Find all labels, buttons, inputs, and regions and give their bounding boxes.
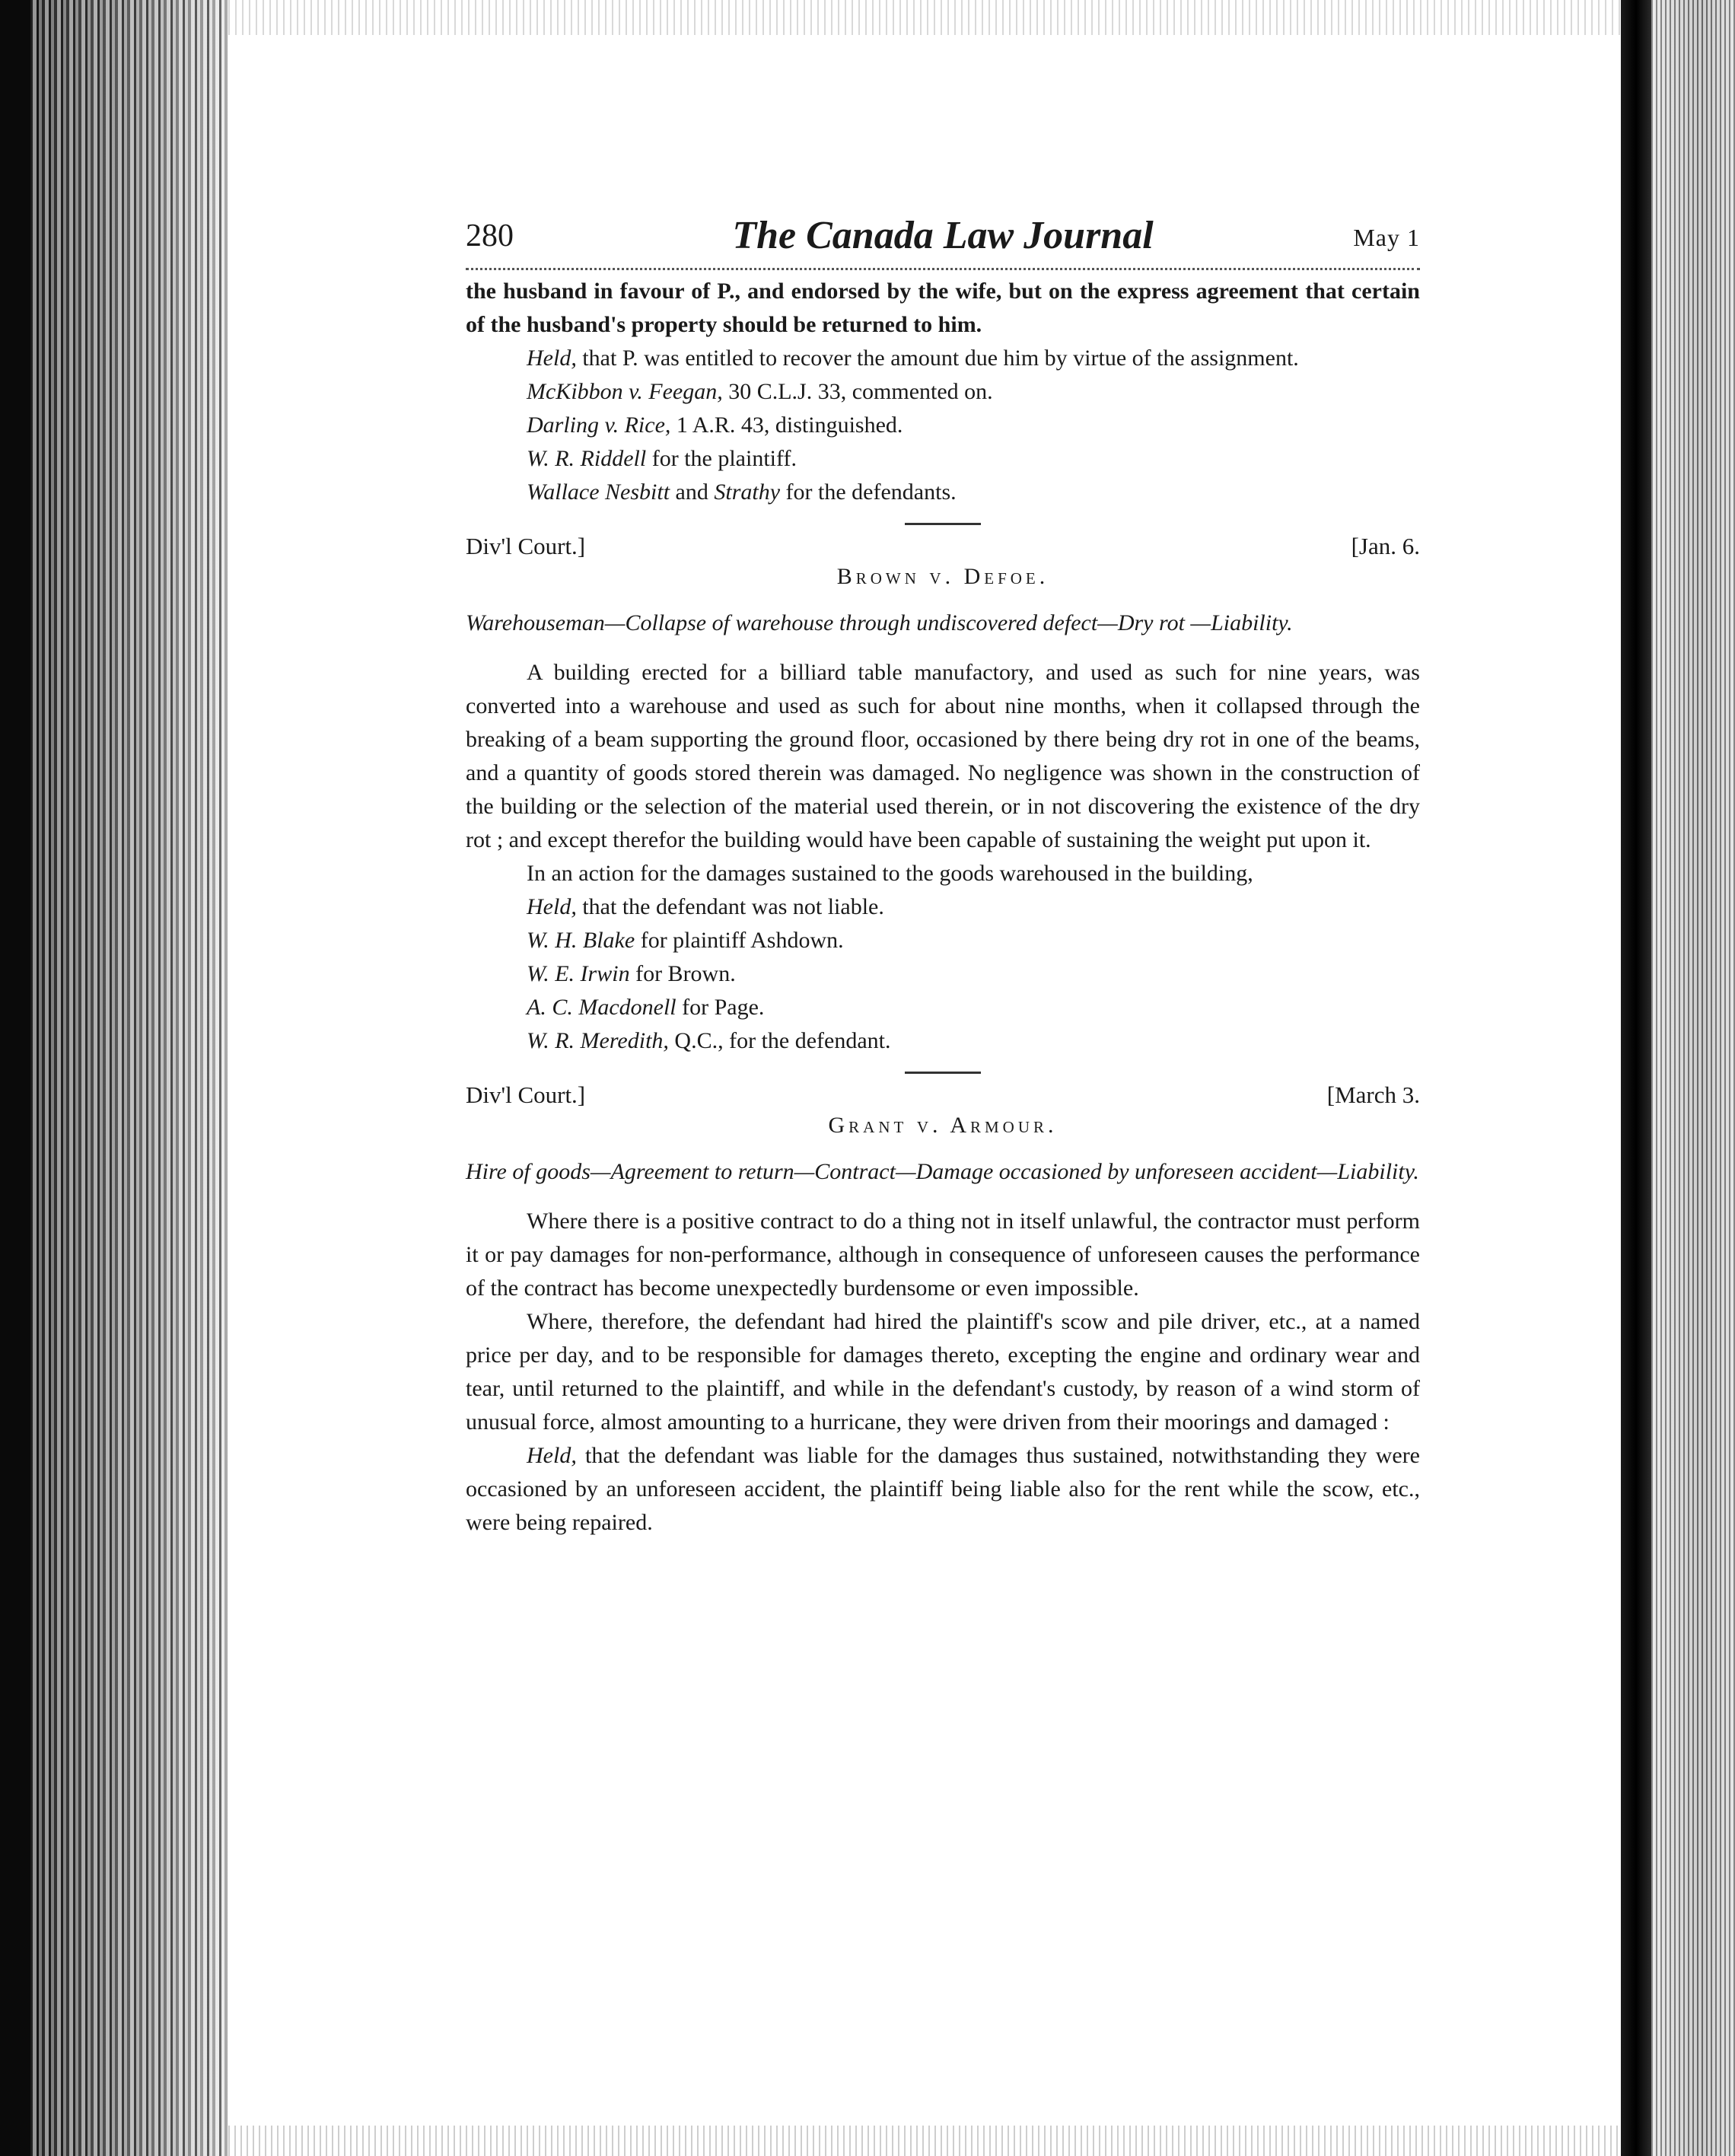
- counsel-role: for Brown.: [629, 961, 736, 986]
- counsel-line: [466, 957, 1420, 991]
- court-label: Div'l Court.]: [466, 533, 586, 559]
- scan-right-edge: [1651, 0, 1735, 2156]
- case-name: Darling v. Rice,: [527, 412, 671, 438]
- case-brown-v-defoe: [466, 533, 1420, 1058]
- case-date: [March 3.: [1326, 1081, 1420, 1108]
- facts-paragraph: Where, therefore, the defendant had hired the plaintiff's scow and pile driver, etc., at a named price per day, and to be responsible for damages thereto, excepting the engine and ordinary wear and tear, until returned to the plaintiff, and while in the defendant's custody, by reason of a wind storm of unusual force, almost amounting to a hurricane, they were driven from their moorings and damaged :: [466, 1309, 1420, 1435]
- case-title: Brown v. Defoe.: [836, 564, 1049, 589]
- citation: 1 A.R. 43, distinguished.: [670, 412, 903, 438]
- held-text: that P. was entitled to recover the amount due him by virtue of the assignment.: [576, 346, 1299, 371]
- citation: 30 C.L.J. 33, commented on.: [722, 379, 993, 404]
- held-paragraph: [466, 342, 1420, 375]
- held-paragraph: [466, 890, 1420, 924]
- court-date-row: [466, 533, 1420, 563]
- reference-line: [466, 375, 1420, 409]
- counsel-line: [466, 476, 1420, 509]
- scan-top-edge: [228, 0, 1621, 35]
- held-label: Held,: [527, 346, 577, 371]
- principle-paragraph: Where there is a positive contract to do a thing not in itself unlawful, the contractor must perform it or pay damages for non-performance, although in consequence of unforeseen causes the performance of the contract has become unexpectedly burdensome or even impossible.: [466, 1209, 1420, 1301]
- case-grant-v-armour: [466, 1081, 1420, 1540]
- section-divider: [905, 523, 981, 525]
- journal-page: [466, 213, 1420, 1540]
- counsel-role: Q.C., for the defendant.: [668, 1028, 891, 1053]
- counsel-line: [466, 991, 1420, 1024]
- scan-right-spine: [1621, 0, 1651, 2156]
- held-label: Held,: [527, 894, 577, 919]
- section-divider: [905, 1072, 981, 1074]
- case-date: [Jan. 6.: [1351, 533, 1420, 559]
- counsel-name: W. H. Blake: [527, 928, 635, 953]
- action-paragraph: In an action for the damages sustained to the goods warehoused in the building,: [527, 861, 1253, 886]
- scan-left-edge: [0, 0, 228, 2156]
- page-number: 280: [466, 218, 514, 253]
- case-headnote: Warehouseman—Collapse of warehouse through undiscovered defect—Dry rot —Liability.: [466, 610, 1293, 635]
- court-label: Div'l Court.]: [466, 1081, 586, 1108]
- counsel-name: W. R. Meredith,: [527, 1028, 669, 1053]
- issue-date: May 1: [1353, 224, 1420, 251]
- counsel-name: Strathy: [714, 479, 781, 505]
- conjunction: and: [670, 479, 715, 505]
- counsel-name: W. E. Irwin: [527, 961, 630, 986]
- held-text: that the defendant was liable for the damages thus sustained, notwithstanding they were occasioned by an unforeseen accident, the plaintiff being liable also for the rent while the scow, etc., were being repaired.: [466, 1443, 1420, 1535]
- counsel-role: for plaintiff Ashdown.: [635, 928, 844, 953]
- running-header: [466, 213, 1420, 270]
- counsel-line: [466, 924, 1420, 957]
- facts-paragraph: A building erected for a billiard table manufactory, and used as such for nine years, was converted into a warehouse and used as such for about nine months, when it collapsed through the breaking of a beam supporting the ground floor, occasioned by there being dry rot in one of the beams, and a quantity of goods stored therein was damaged. No negligence was shown in the construction of the building or the selection of the material used therein, or in not discovering the existence of the dry rot ; and except therefor the building would have been capable of sustaining the weight put upon it.: [466, 660, 1420, 852]
- journal-title: The Canada Law Journal: [732, 214, 1154, 257]
- case-name: McKibbon v. Feegan,: [527, 379, 723, 404]
- held-label: Held,: [527, 1443, 577, 1468]
- counsel-role: for Page.: [676, 995, 765, 1020]
- counsel-line: [466, 442, 1420, 476]
- scan-bottom-edge: [228, 2126, 1621, 2156]
- case-continuation: [466, 275, 1420, 509]
- counsel-name: Wallace Nesbitt: [527, 479, 670, 505]
- counsel-name: W. R. Riddell: [527, 446, 647, 471]
- continuation-text: the husband in favour of P., and endorsed by the wife, but on the express agreement that certain of the husband's property should be returned to him.: [466, 279, 1420, 337]
- court-date-row: [466, 1081, 1420, 1112]
- reference-line: [466, 409, 1420, 442]
- counsel-role: for the plaintiff.: [646, 446, 797, 471]
- held-paragraph: [466, 1439, 1420, 1540]
- counsel-name: A. C. Macdonell: [527, 995, 676, 1020]
- held-text: that the defendant was not liable.: [576, 894, 884, 919]
- case-title: Grant v. Armour.: [828, 1113, 1058, 1138]
- counsel-line: [466, 1024, 1420, 1058]
- case-headnote: Hire of goods—Agreement to return—Contract—Damage occasioned by unforeseen accident—Liability.: [466, 1159, 1419, 1184]
- counsel-role: for the defendants.: [780, 479, 957, 505]
